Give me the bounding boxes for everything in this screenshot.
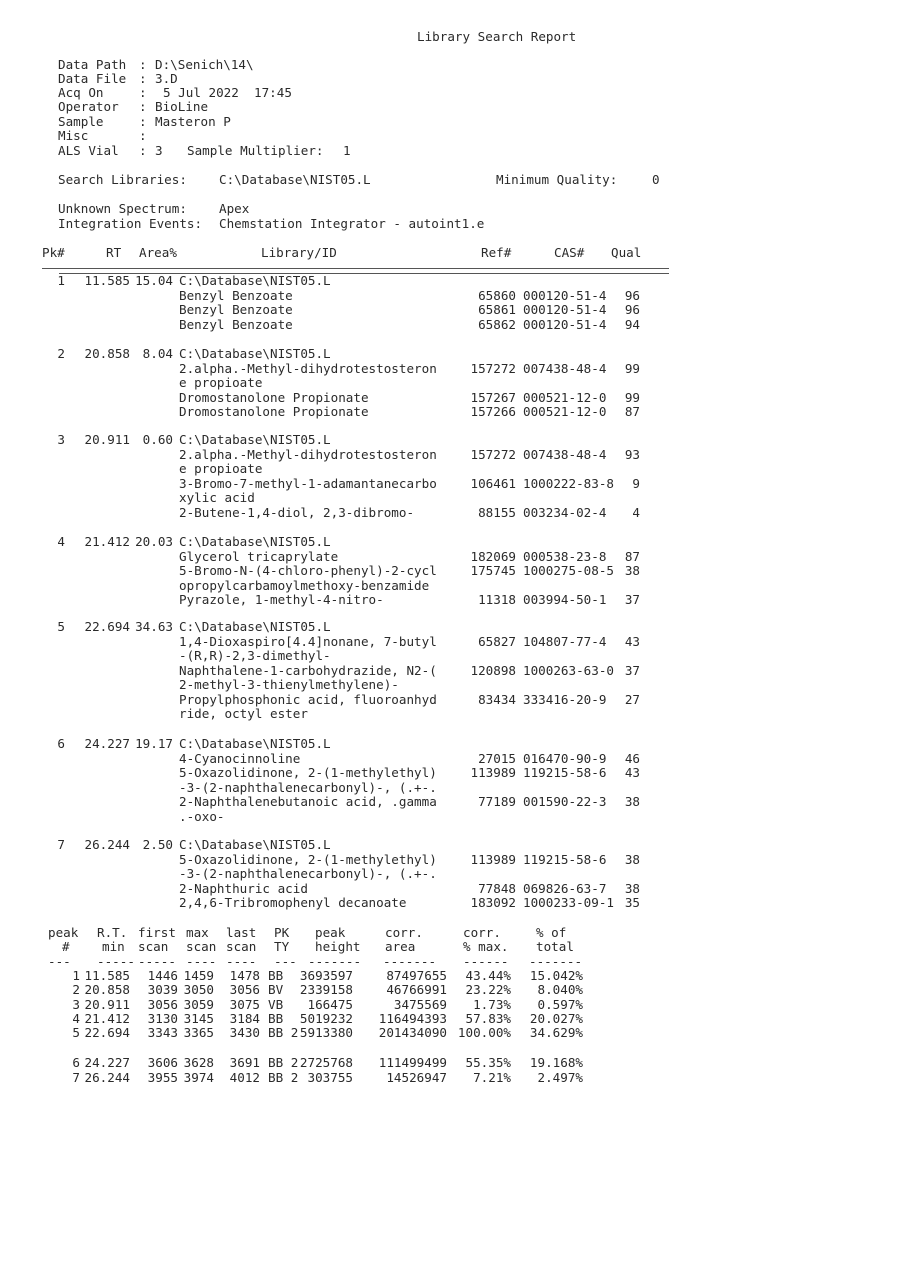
integration-cell: 3628 <box>183 1055 214 1070</box>
integration-cell: 2339158 <box>299 982 353 997</box>
hit-name: Benzyl Benzoate <box>179 287 293 303</box>
hit-name: 5-Oxazolidinone, 2-(1-methylethyl) <box>179 765 437 780</box>
peak-number: 5 <box>57 619 65 634</box>
integration-header: corr. <box>463 925 501 940</box>
col-pk: Pk# <box>42 245 65 260</box>
hit-cas: 119215-58-6 <box>523 851 607 867</box>
hit-ref: 27015 <box>478 750 516 766</box>
integration-cell: BB 2 <box>268 1055 299 1070</box>
hit-ref: 157272 <box>470 446 516 462</box>
integration-cell: 20.858 <box>84 982 130 997</box>
hit-name: Benzyl Benzoate <box>179 302 293 317</box>
integration-cell: 2725768 <box>299 1055 353 1070</box>
hit-name: Dromostanolone Propionate <box>179 389 369 405</box>
integration-cell: 1 <box>72 968 80 983</box>
integration-cell: 3475569 <box>393 997 447 1012</box>
hit-ref: 83434 <box>478 691 516 707</box>
integration-header: min <box>102 939 125 954</box>
integration-header: # <box>62 939 70 954</box>
peak-area: 2.50 <box>142 837 173 852</box>
integration-cell: 5913380 <box>299 1025 353 1040</box>
integration-header: R.T. <box>97 925 128 940</box>
integration-cell: 1478 <box>229 968 260 983</box>
hit-cas: 104807-77-4 <box>523 633 607 649</box>
hit-name: 2-Naphthuric acid <box>179 880 308 896</box>
integration-cell: 3050 <box>183 982 214 997</box>
peak-library: C:\Database\NIST05.L <box>179 432 331 447</box>
hit-ref: 175745 <box>470 563 516 578</box>
hit-cas: 003994-50-1 <box>523 592 607 607</box>
integration-cell: 26.244 <box>84 1070 130 1085</box>
hit-qual: 9 <box>632 475 640 491</box>
integration-cell: 1459 <box>183 968 214 983</box>
integration-header: PK <box>274 925 290 940</box>
peak-area: 20.03 <box>135 534 173 549</box>
integration-cell: 201434090 <box>378 1025 447 1040</box>
data-file-value: 3.D <box>155 71 178 86</box>
hit-cas: 1000222-83-8 <box>523 475 614 491</box>
integration-cell: 1446 <box>147 968 178 983</box>
integration-cell: 3130 <box>147 1011 178 1026</box>
peak-library: C:\Database\NIST05.L <box>179 346 331 361</box>
multiplier-value: 1 <box>343 143 351 158</box>
peak-area: 15.04 <box>135 273 173 288</box>
col-area: Area% <box>139 245 177 260</box>
hit-cas: 000120-51-4 <box>523 287 607 303</box>
hit-qual: 99 <box>624 360 640 376</box>
hit-ref: 157267 <box>470 389 516 405</box>
integration-cell: 7 <box>72 1070 80 1085</box>
peak-library: C:\Database\NIST05.L <box>179 736 331 751</box>
hit-name: 2.alpha.-Methyl-dihydrotestosteron <box>179 360 437 376</box>
integration-cell: 3 <box>72 997 80 1012</box>
integration-divider: --- <box>274 954 297 969</box>
integration-header: last <box>226 925 257 940</box>
hit-cas: 000521-12-0 <box>523 389 607 405</box>
hit-qual: 96 <box>624 287 640 303</box>
min-quality-value: 0 <box>652 172 660 187</box>
peak-area: 34.63 <box>135 619 173 634</box>
integration-cell: 24.227 <box>84 1055 130 1070</box>
integration-divider: ------- <box>529 954 583 969</box>
integration-cell: 3059 <box>183 997 214 1012</box>
acq-on-value: 5 Jul 2022 17:45 <box>163 85 292 100</box>
integration-cell: 0.597% <box>537 997 583 1012</box>
hit-qual: 38 <box>624 880 640 896</box>
hit-cas: 000120-51-4 <box>523 302 607 317</box>
integration-cell: 3691 <box>229 1055 260 1070</box>
integration-cell: 3184 <box>229 1011 260 1026</box>
integration-header: height <box>315 939 361 954</box>
hit-ref: 77189 <box>478 794 516 809</box>
integration-divider: ------- <box>308 954 362 969</box>
integration-cell: 3693597 <box>299 968 353 983</box>
peak-area: 19.17 <box>135 736 173 751</box>
hit-qual: 43 <box>624 633 640 649</box>
peak-library: C:\Database\NIST05.L <box>179 534 331 549</box>
integration-cell: 3606 <box>147 1055 178 1070</box>
hit-qual: 96 <box>624 302 640 317</box>
search-libraries-value: C:\Database\NIST05.L <box>219 172 371 187</box>
hit-cas: 003234-02-4 <box>523 504 607 520</box>
hit-name: -3-(2-naphthalenecarbonyl)-, (.+-. <box>179 866 437 881</box>
integration-cell: VB <box>268 997 284 1012</box>
integration-events-value: Chemstation Integrator - autoint1.e <box>219 216 485 231</box>
unknown-spectrum-label: Unknown Spectrum: <box>58 201 187 216</box>
hit-ref: 113989 <box>470 851 516 867</box>
hit-ref: 157266 <box>470 404 516 419</box>
integration-header: TY <box>274 939 290 954</box>
integration-cell: 3145 <box>183 1011 214 1026</box>
hit-ref: 113989 <box>470 765 516 780</box>
hit-name: -3-(2-naphthalenecarbonyl)-, (.+-. <box>179 779 437 795</box>
integration-cell: BB 2 <box>268 1070 299 1085</box>
integration-cell: 3075 <box>229 997 260 1012</box>
header-rule-1 <box>42 268 669 269</box>
peak-rt: 11.585 <box>84 273 130 288</box>
hit-cas: 1000233-09-1 <box>523 895 614 910</box>
unknown-spectrum-value: Apex <box>219 201 250 216</box>
hit-name: e propioate <box>179 375 263 390</box>
peak-rt: 24.227 <box>84 736 130 751</box>
peak-rt: 21.412 <box>84 534 130 549</box>
integration-cell: 15.042% <box>529 968 583 983</box>
hit-name: Benzyl Benzoate <box>179 316 293 332</box>
hit-ref: 106461 <box>470 475 516 491</box>
data-path-label: Data Path <box>58 57 127 72</box>
hit-name: Propylphosphonic acid, fluoroanhyd <box>179 691 437 707</box>
hit-cas: 000538-23-8 <box>523 548 607 564</box>
integration-cell: 7.21% <box>473 1070 511 1085</box>
integration-cell: 34.629% <box>529 1025 583 1040</box>
hit-cas: 000521-12-0 <box>523 404 607 419</box>
hit-qual: 4 <box>632 504 640 520</box>
integration-cell: 19.168% <box>529 1055 583 1070</box>
peak-area: 0.60 <box>142 432 173 447</box>
hit-ref: 77848 <box>478 880 516 896</box>
multiplier-label: Sample Multiplier: <box>187 143 324 158</box>
integration-cell: 3056 <box>229 982 260 997</box>
hit-name: 2-Naphthalenebutanoic acid, .gamma <box>179 794 437 809</box>
sample-label: Sample <box>58 114 104 129</box>
integration-header: scan <box>226 939 257 954</box>
hit-cas: 007438-48-4 <box>523 446 607 462</box>
peak-library: C:\Database\NIST05.L <box>179 273 331 288</box>
hit-name: 3-Bromo-7-methyl-1-adamantanecarbo <box>179 475 437 491</box>
hit-cas: 333416-20-9 <box>523 691 607 707</box>
integration-cell: 20.027% <box>529 1011 583 1026</box>
hit-name: 2-Butene-1,4-diol, 2,3-dibromo- <box>179 504 415 520</box>
integration-cell: 46766991 <box>386 982 447 997</box>
integration-divider: ------ <box>463 954 509 969</box>
hit-name: 2.alpha.-Methyl-dihydrotestosteron <box>179 446 437 462</box>
hit-name: xylic acid <box>179 490 255 505</box>
peak-number: 2 <box>57 346 65 361</box>
hit-cas: 007438-48-4 <box>523 360 607 376</box>
integration-cell: 5019232 <box>299 1011 353 1026</box>
peak-rt: 20.858 <box>84 346 130 361</box>
peak-rt: 20.911 <box>84 432 130 447</box>
integration-cell: 100.00% <box>457 1025 511 1040</box>
hit-ref: 65862 <box>478 316 516 332</box>
integration-header: % of <box>536 925 567 940</box>
integration-cell: 303755 <box>307 1070 353 1085</box>
hit-qual: 37 <box>624 592 640 607</box>
integration-divider: ------- <box>383 954 437 969</box>
integration-cell: 43.44% <box>465 968 511 983</box>
als-vial-label: ALS Vial <box>58 143 119 158</box>
integration-header: max <box>186 925 209 940</box>
search-libraries-label: Search Libraries: <box>58 172 187 187</box>
peak-library: C:\Database\NIST05.L <box>179 619 331 634</box>
data-path-value: D:\Senich\14\ <box>155 57 254 72</box>
hit-ref: 65827 <box>478 633 516 649</box>
hit-ref: 182069 <box>470 548 516 564</box>
integration-cell: 2.497% <box>537 1070 583 1085</box>
hit-qual: 38 <box>624 794 640 809</box>
col-library: Library/ID <box>261 245 337 260</box>
integration-cell: BB 2 <box>268 1025 299 1040</box>
integration-header: total <box>536 939 574 954</box>
hit-name: 4-Cyanocinnoline <box>179 750 301 766</box>
integration-cell: BB <box>268 1011 284 1026</box>
hit-name: Dromostanolone Propionate <box>179 404 369 419</box>
integration-header: first <box>138 925 176 940</box>
hit-ref: 11318 <box>478 592 516 607</box>
data-file-label: Data File <box>58 71 127 86</box>
hit-cas: 001590-22-3 <box>523 794 607 809</box>
integration-cell: 22.694 <box>84 1025 130 1040</box>
integration-cell: 8.040% <box>537 982 583 997</box>
peak-number: 3 <box>57 432 65 447</box>
integration-cell: 4 <box>72 1011 80 1026</box>
hit-qual: 43 <box>624 765 640 780</box>
hit-qual: 37 <box>624 662 640 678</box>
hit-qual: 38 <box>624 851 640 867</box>
col-rt: RT <box>106 245 122 260</box>
integration-cell: 166475 <box>307 997 353 1012</box>
hit-ref: 157272 <box>470 360 516 376</box>
hit-qual: 99 <box>624 389 640 405</box>
integration-header: peak <box>315 925 346 940</box>
hit-name: opropylcarbamoylmethoxy-benzamide <box>179 577 430 593</box>
hit-qual: 94 <box>624 316 640 332</box>
hit-name: ride, octyl ester <box>179 706 308 721</box>
hit-name: Glycerol tricaprylate <box>179 548 339 564</box>
operator-label: Operator <box>58 99 119 114</box>
hit-qual: 87 <box>624 548 640 564</box>
sample-value: Masteron P <box>155 114 231 129</box>
hit-ref: 65860 <box>478 287 516 303</box>
integration-divider: --- <box>48 954 71 969</box>
hit-cas: 000120-51-4 <box>523 316 607 332</box>
report-title: Library Search Report <box>417 29 577 44</box>
peak-number: 1 <box>57 273 65 288</box>
peak-rt: 26.244 <box>84 837 130 852</box>
hit-cas: 119215-58-6 <box>523 765 607 780</box>
hit-name: -(R,R)-2,3-dimethyl- <box>179 648 331 663</box>
peak-number: 7 <box>57 837 65 852</box>
col-ref: Ref# <box>481 245 512 260</box>
als-vial-value: 3 <box>155 143 163 158</box>
integration-events-label: Integration Events: <box>58 216 203 231</box>
hit-name: 5-Oxazolidinone, 2-(1-methylethyl) <box>179 851 437 867</box>
integration-header: scan <box>186 939 217 954</box>
integration-cell: 3343 <box>147 1025 178 1040</box>
integration-cell: 11.585 <box>84 968 130 983</box>
hit-ref: 88155 <box>478 504 516 520</box>
misc-label: Misc <box>58 128 89 143</box>
hit-ref: 65861 <box>478 302 516 317</box>
hit-qual: 87 <box>624 404 640 419</box>
peak-area: 8.04 <box>142 346 173 361</box>
integration-cell: 57.83% <box>465 1011 511 1026</box>
hit-qual: 38 <box>624 563 640 578</box>
integration-header: corr. <box>385 925 423 940</box>
hit-name: e propioate <box>179 461 263 476</box>
integration-header: scan <box>138 939 169 954</box>
peak-rt: 22.694 <box>84 619 130 634</box>
integration-cell: 116494393 <box>378 1011 447 1026</box>
integration-cell: BV <box>268 982 284 997</box>
hit-name: 5-Bromo-N-(4-chloro-phenyl)-2-cycl <box>179 563 437 578</box>
acq-on-label: Acq On <box>58 85 104 100</box>
hit-cas: 1000275-08-5 <box>523 563 614 578</box>
integration-cell: 4012 <box>229 1070 260 1085</box>
hit-qual: 93 <box>624 446 640 462</box>
hit-qual: 27 <box>624 691 640 707</box>
hit-ref: 183092 <box>470 895 516 910</box>
integration-cell: 3955 <box>147 1070 178 1085</box>
integration-divider: ----- <box>97 954 135 969</box>
integration-cell: 5 <box>72 1025 80 1040</box>
integration-cell: 111499499 <box>378 1055 447 1070</box>
integration-cell: 23.22% <box>465 982 511 997</box>
hit-qual: 46 <box>624 750 640 766</box>
integration-divider: ----- <box>138 954 176 969</box>
integration-header: peak <box>48 925 79 940</box>
integration-cell: 55.35% <box>465 1055 511 1070</box>
integration-cell: BB <box>268 968 284 983</box>
hit-cas: 1000263-63-0 <box>523 662 614 678</box>
operator-value: BioLine <box>155 99 209 114</box>
integration-cell: 3365 <box>183 1025 214 1040</box>
hit-cas: 016470-90-9 <box>523 750 607 766</box>
hit-name: .-oxo- <box>179 808 225 824</box>
integration-divider: ---- <box>226 954 257 969</box>
hit-name: Naphthalene-1-carbohydrazide, N2-( <box>179 662 437 678</box>
hit-cas: 069826-63-7 <box>523 880 607 896</box>
integration-cell: 21.412 <box>84 1011 130 1026</box>
hit-name: 2,4,6-Tribromophenyl decanoate <box>179 895 407 910</box>
integration-header: area <box>385 939 416 954</box>
hit-ref: 120898 <box>470 662 516 678</box>
integration-cell: 3974 <box>183 1070 214 1085</box>
integration-cell: 3056 <box>147 997 178 1012</box>
min-quality-label: Minimum Quality: <box>496 172 618 187</box>
hit-name: 2-methyl-3-thienylmethylene)- <box>179 677 399 692</box>
integration-cell: 14526947 <box>386 1070 447 1085</box>
peak-number: 4 <box>57 534 65 549</box>
integration-cell: 20.911 <box>84 997 130 1012</box>
hit-name: 1,4-Dioxaspiro[4.4]nonane, 7-butyl <box>179 633 437 649</box>
col-qual: Qual <box>611 245 642 260</box>
hit-qual: 35 <box>624 895 640 910</box>
integration-cell: 6 <box>72 1055 80 1070</box>
integration-cell: 2 <box>72 982 80 997</box>
integration-cell: 3430 <box>229 1025 260 1040</box>
col-cas: CAS# <box>554 245 585 260</box>
integration-cell: 1.73% <box>473 997 511 1012</box>
integration-cell: 3039 <box>147 982 178 997</box>
integration-header: % max. <box>463 939 509 954</box>
peak-number: 6 <box>57 736 65 751</box>
hit-name: Pyrazole, 1-methyl-4-nitro- <box>179 592 384 607</box>
integration-divider: ---- <box>186 954 217 969</box>
integration-cell: 87497655 <box>386 968 447 983</box>
peak-library: C:\Database\NIST05.L <box>179 837 331 852</box>
